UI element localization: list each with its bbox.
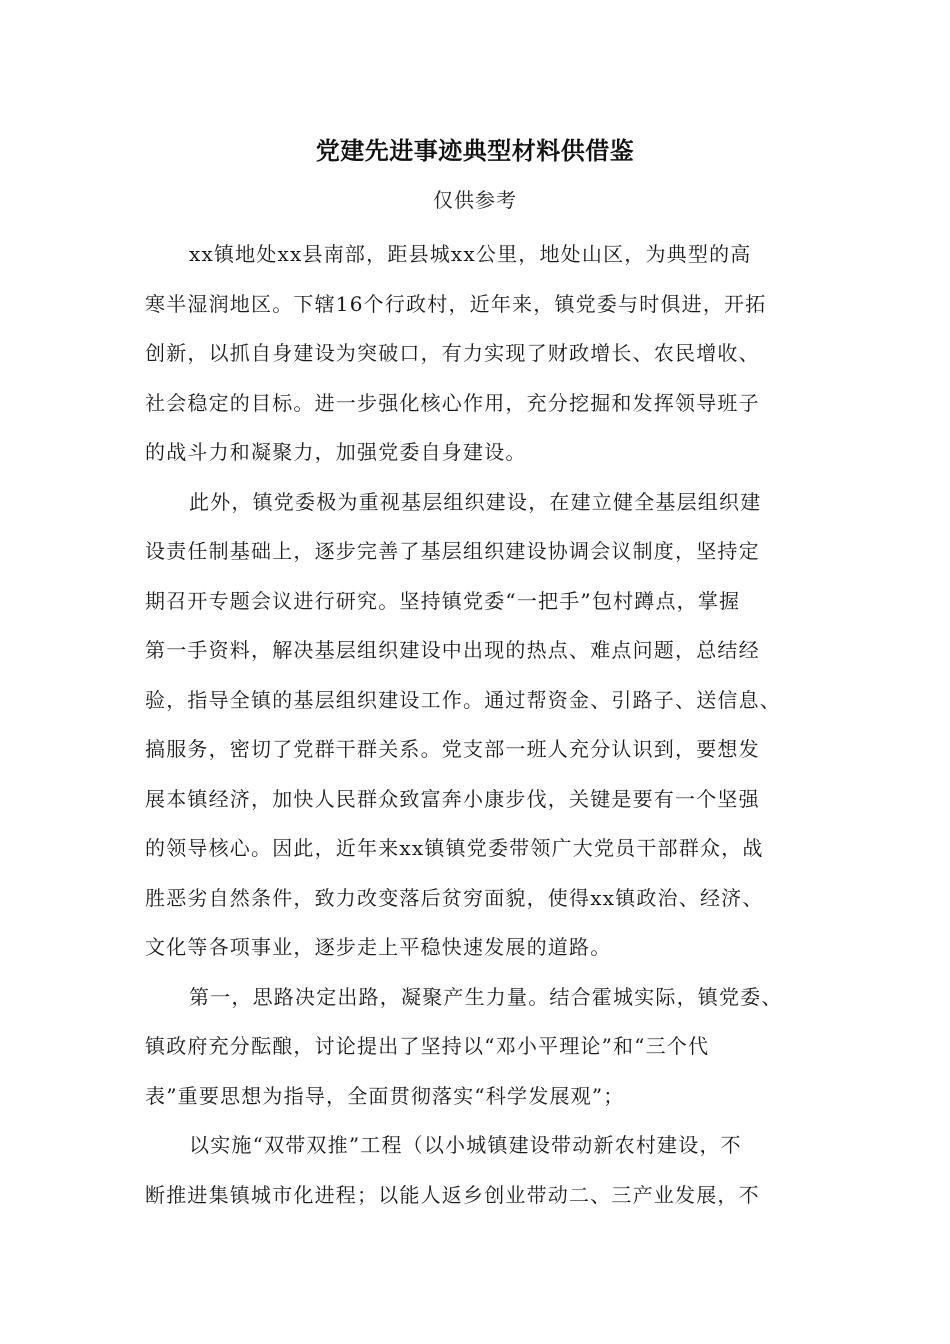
text-line: 的战斗力和凝聚力，加强党委自身建设。 (145, 440, 527, 464)
document-body (145, 230, 810, 1220)
text-line: 断推进集镇城市化进程；以能人返乡创业带动二、三产业发展，不 (145, 1182, 760, 1207)
text-line: 期召开专题会议进行研究。坚持镇党委“一把手”包村蹲点，掌握 (145, 588, 741, 613)
text-line: 设责任制基础上，逐步完善了基层组织建设协调会议制度，坚持定 (145, 539, 760, 563)
text-line: xx镇地处xx县南部，距县城xx公里，地处山区，为典型的高 (189, 242, 752, 266)
text-line: 验，指导全镇的基层组织建设工作。通过帮资金、引路子、送信息、 (145, 687, 781, 712)
text-line: 第一手资料，解决基层组织建设中出现的热点、难点问题，总结经 (145, 638, 760, 662)
document-subtitle: 仅供参考 (433, 188, 517, 212)
text-line: 镇政府充分酝酿，讨论提出了坚持以“邓小平理论”和“三个代 (145, 1034, 710, 1058)
text-line: 的领导核心。因此，近年来xx镇镇党委带领广大党员干部群众，战 (145, 836, 764, 860)
text-line: 搞服务，密切了党群干群关系。党支部一班人充分认识到，要想发 (145, 737, 760, 761)
text-line: 第一，思路决定出路，凝聚产生力量。结合霍城实际，镇党委、 (189, 984, 783, 1009)
text-line: 以实施“双带双推”工程（以小城镇建设带动新农村建设，不 (189, 1133, 742, 1157)
text-line: 创新，以抓自身建设为突破口，有力实现了财政增长、农民增收、 (145, 341, 760, 365)
text-line: 此外，镇党委极为重视基层组织建设，在建立健全基层组织建 (189, 489, 762, 514)
document-title: 党建先进事迹典型材料供借鉴 (315, 136, 635, 165)
text-line: 文化等各项事业，逐步走上平稳快速发展的道路。 (145, 935, 612, 959)
text-line: 胜恶劣自然条件，致力改变落后贫穷面貌，使得xx镇政治、经济、 (145, 885, 764, 910)
text-line: 表”重要思想为指导，全面贯彻落实“科学发展观”； (145, 1083, 625, 1108)
text-line: 寒半湿润地区。下辖16个行政村，近年来，镇党委与时俱进，开拓 (145, 291, 767, 316)
text-line: 展本镇经济，加快人民群众致富奔小康步伐，关键是要有一个坚强 (145, 786, 760, 811)
text-line: 社会稳定的目标。进一步强化核心作用，充分挖掘和发挥领导班子 (145, 390, 760, 415)
